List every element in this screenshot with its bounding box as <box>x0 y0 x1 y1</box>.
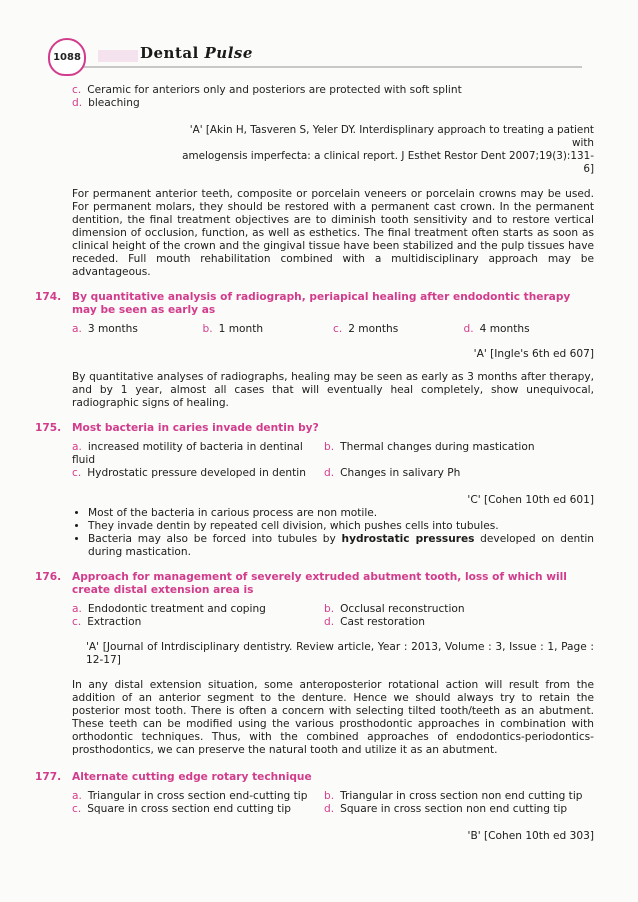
option-line: c. Ceramic for anteriors only and posteriors are protected with soft splint <box>72 84 462 96</box>
reference-175: 'C' [Cohen 10th ed 601] <box>467 494 594 506</box>
reference-173: 'A' [Akin H, Tasveren S, Yeler DY. Interdisplinary approach to treating a patient with amelogensis imperfecta: a clinical report. J Esthet Restor Dent 2007;19(3):131-6] <box>182 124 594 175</box>
explanation-173: For permanent anterior teeth, composite or porcelain veneers or porcelain crowns may be used. For permanent molars, they should be restored with a permanent cast crown. In the permanent dentition, the final treatment objectives are to diminish tooth sensitivity and to restore vertical dimension of occlusion, function, as well as esthetics. The final treatment often starts as soon as clinical height of the crown and the gingival tissue have been stabilized and the pulp tissues have receded. Full mouth rehabilitation combined with a multidisciplinary approach may be advantageous. <box>72 188 594 278</box>
option-b: b. Occlusal reconstruction <box>324 603 465 615</box>
options-177 <box>72 790 594 816</box>
question-174 <box>35 291 594 317</box>
option-d: d. Changes in salivary Ph <box>324 467 461 479</box>
option-c: c. Hydrostatic pressure developed in dentin <box>72 467 306 479</box>
option-b: b. Thermal changes during mastication <box>324 441 535 453</box>
content <box>35 84 595 843</box>
question-text: By quantitative analysis of radiograph, periapical healing after endodontic therapy may be seen as early as <box>72 291 571 316</box>
option-a: a. Endodontic treatment and coping <box>72 603 266 615</box>
reference-174: 'A' [Ingle's 6th ed 607] <box>473 348 594 360</box>
question-175 <box>35 422 594 435</box>
option-a: a. 3 months <box>72 323 138 335</box>
bullet-item: • Bacteria may also be forced into tubules by hydrostatic pressures developed on dentin during mastication. <box>88 533 594 559</box>
option-a: a. Triangular in cross section end-cutting tip <box>72 790 308 802</box>
reference-177: 'B' [Cohen 10th ed 303] <box>467 830 594 842</box>
bullet-item: • They invade dentin by repeated cell division, which pushes cells into tubules. <box>88 520 594 533</box>
question-number: 176. <box>35 571 62 583</box>
explanation-174: By quantitative analyses of radiographs, healing may be seen as early as 3 months after therapy, and by 1 year, almost all cases that will eventually heal completely, show unequivocal, radiographic signs of healing. <box>72 371 594 409</box>
question-176 <box>35 571 594 597</box>
header-decoration <box>98 50 138 62</box>
options-174 <box>72 323 594 336</box>
question-177 <box>35 771 594 784</box>
option-c: c. Square in cross section end cutting tip <box>72 803 291 815</box>
option-d: d. Cast restoration <box>324 616 425 628</box>
question-text: Approach for management of severely extruded abutment tooth, loss of which will create distal extension area is <box>72 571 567 596</box>
option-a: a. increased motility of bacteria in dentinal fluid <box>72 441 303 466</box>
options-175 <box>72 441 594 480</box>
question-number: 175. <box>35 422 62 434</box>
book-title: Dental Pulse <box>140 44 253 62</box>
option-d: d. 4 months <box>463 323 530 335</box>
option-line: d. bleaching <box>72 97 140 109</box>
question-text: Alternate cutting edge rotary technique <box>72 771 312 783</box>
question-number: 177. <box>35 771 62 783</box>
option-d: d. Square in cross section non end cutting tip <box>324 803 568 815</box>
question-number: 174. <box>35 291 62 303</box>
option-c: c. 2 months <box>333 323 399 335</box>
option-b: b. Triangular in cross section non end cutting tip <box>324 790 583 802</box>
question-text: Most bacteria in caries invade dentin by? <box>72 422 319 434</box>
bullet-list-175 <box>72 507 594 559</box>
option-c: c. Extraction <box>72 616 142 628</box>
explanation-176: In any distal extension situation, some anteroposterior rotational action will result from the addition of an anterior segment to the denture. Hence we should always try to retain the posterior most tooth. There is often a concern with selecting tilted tooth/teeth as an abutment. These teeth can be modified using the various prosthodontic approaches in combination with orthodontic techniques. Thus, with the combined approaches of endodontics-periodontics-prosthodontics, we can preserve the natural tooth and utilize it as an abutment. <box>72 679 594 756</box>
book-title-italic: Pulse <box>204 44 253 62</box>
page-number-badge <box>48 38 86 76</box>
page-number: 1088 <box>53 51 81 63</box>
options-176 <box>72 603 594 629</box>
bullet-item: • Most of the bacteria in carious process are non motile. <box>88 507 594 520</box>
option-b: b. 1 month <box>202 323 264 335</box>
reference-176: 'A' [Journal of Intrdisciplinary dentistry. Review article, Year : 2013, Volume : 3, Issue : 1, Page : 12-17] <box>86 641 594 666</box>
